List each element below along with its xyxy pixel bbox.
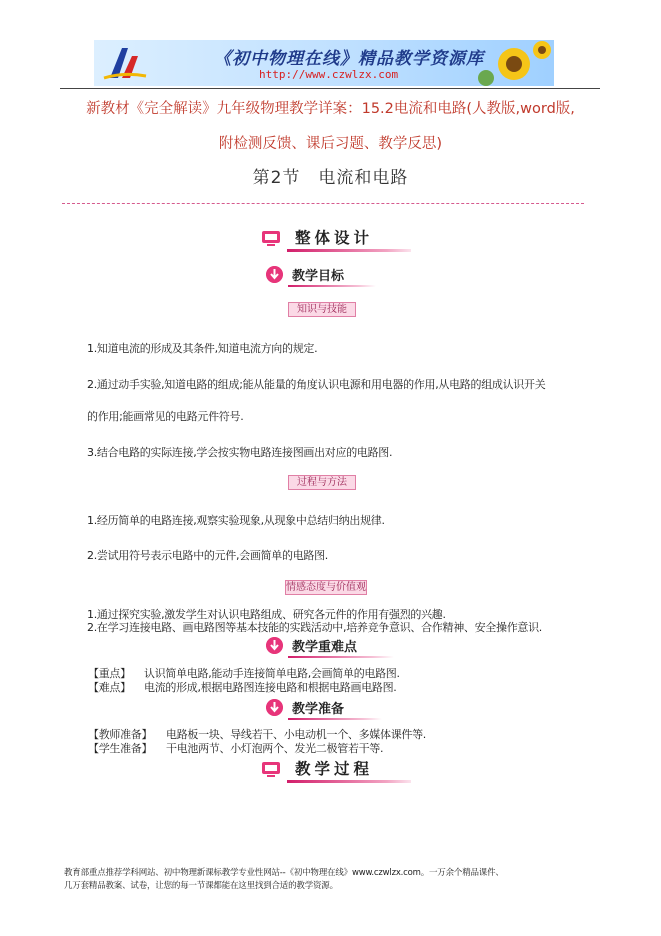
header-underline [287,249,411,252]
student-prep-label: 【学生准备】 [88,742,153,755]
header-underline [288,718,382,720]
footer-line-1: 教育部重点推荐学科网站、初中物理新课标教学专业性网站--《初中物理在线》www.czwlzx.com。一万余个精品课件、 [64,868,504,878]
focus-text: 认识简单电路,能动手连接简单电路,会画简单的电路图. [144,667,400,680]
teacher-prep-text: 电路板一块、导线若干、小电动机一个、多媒体课件等. [166,728,426,741]
section-heading: 第2节 电流和电路 [252,168,409,188]
tag-knowledge-skills: 知识与技能 [288,302,356,317]
banner-url: http://www.czwlzx.com [259,68,399,81]
difficult-text: 电流的形成,根据电路图连接电路和根据电路画电路图. [144,681,397,694]
site-banner [94,40,554,86]
header-underline [287,780,411,783]
focus-label: 【重点】 [88,667,131,680]
document-title-line-1: 新教材《完全解读》九年级物理教学详案：15.2电流和电路(人教版,word版, [86,101,575,117]
teaching-preparation-header [266,698,384,718]
difficult-label: 【难点】 [88,681,131,694]
goal-process-1: 1.经历简单的电路连接,观察实验现象,从现象中总结归纳出规律. [87,514,385,527]
banner-title: 《初中物理在线》精品教学资源库 [214,49,484,69]
key-difficult-points-header [266,636,396,656]
goal-knowledge-2a: 2.通过动手实验,知道电路的组成;能从能量的角度认识电源和用电器的作用,从电路的组成认识开关 [87,378,546,391]
monitor-icon [261,230,281,247]
goal-knowledge-2b: 的作用;能画常见的电路元件符号. [87,410,244,423]
teaching-goals-label: 教学目标 [292,269,345,284]
goal-knowledge-1: 1.知道电流的形成及其条件,知道电流方向的规定. [87,342,318,355]
header-underline [288,285,376,287]
goal-emotion-1: 1.通过探究实验,激发学生对认识电路组成、研究各元件的作用有强烈的兴趣. [87,608,446,621]
teaching-process-label: 教学过程 [295,759,374,778]
teaching-goals-header [266,265,376,285]
teaching-preparation-label: 教学准备 [292,702,345,717]
student-prep-text: 干电池两节、小灯泡两个、发光二极管若干等. [166,742,384,755]
monitor-icon [261,761,281,778]
goal-process-2: 2.尝试用符号表示电路中的元件,会画简单的电路图. [87,549,328,562]
overall-design-header [261,226,411,252]
header-underline [288,656,394,658]
document-title-line-2: 附检测反馈、课后习题、教学反思) [218,136,443,152]
key-difficult-points-label: 教学重难点 [292,640,358,655]
down-arrow-icon [266,266,283,283]
tag-process-methods: 过程与方法 [288,475,356,490]
teacher-prep-label: 【教师准备】 [88,728,153,741]
down-arrow-icon [266,699,283,716]
down-arrow-icon [266,637,283,654]
goal-knowledge-3: 3.结合电路的实际连接,学会按实物电路连接图画出对应的电路图. [87,446,393,459]
overall-design-label: 整体设计 [295,228,374,247]
site-logo-icon [100,44,150,82]
tag-emotion-values: 情感态度与价值观 [286,582,366,593]
banner-divider [60,88,600,89]
sunflower-icon [474,40,554,86]
goal-emotion-2: 2.在学习连接电路、画电路图等基本技能的实践活动中,培养竞争意识、合作精神、安全操作意识. [87,621,542,634]
dashed-divider [62,203,584,204]
teaching-process-header [261,757,411,783]
footer-line-2: 几万套精品教案、试卷，让您的每一节课都能在这里找到合适的教学资源。 [64,881,338,891]
